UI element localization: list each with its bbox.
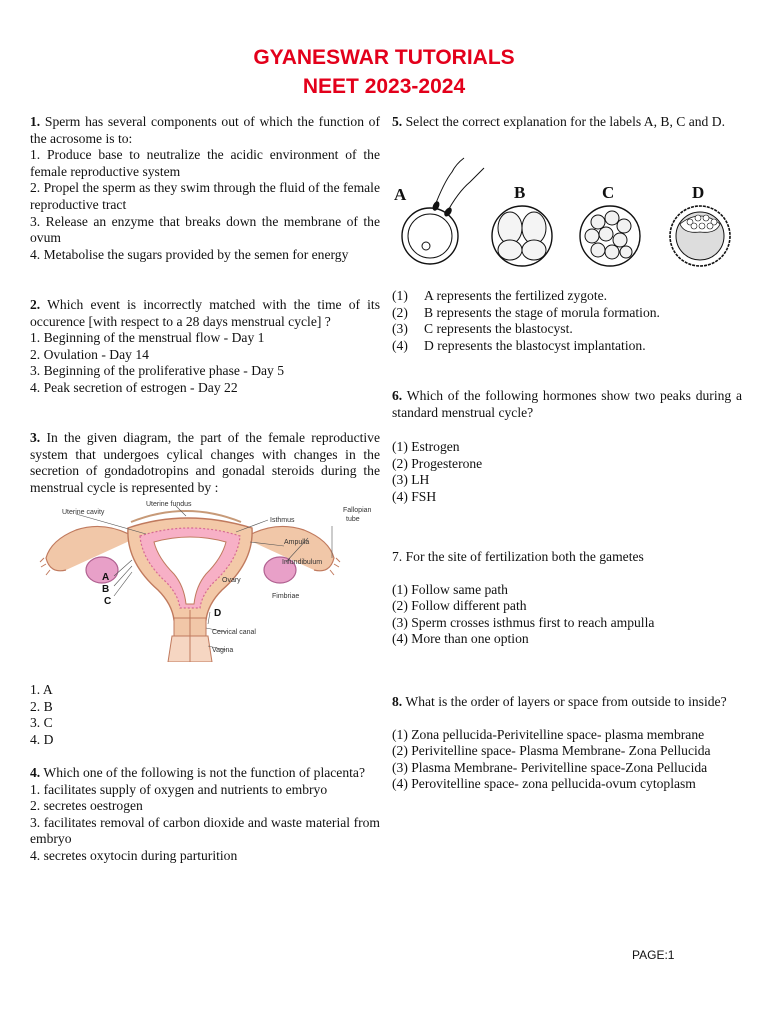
question-6-stem: 6. Which of the following hormones show two peaks during a standard menstrual cycle? xyxy=(392,388,743,420)
question-5-stem: 5. Select the correct explanation for the labels A, B, C and D. xyxy=(392,114,725,129)
question-5-option: (2) B represents the stage of morula formation. xyxy=(392,304,660,320)
vagina-label: Vagina xyxy=(212,647,234,654)
question-2-option: 1. Beginning of the menstrual flow - Day 1 xyxy=(30,330,265,346)
question-2-stem: 2. Which event is incorrectly matched with the time of its occurence [with respect to a 28 days menstrual cycle] ? xyxy=(30,297,380,329)
question-7-stem: 7. For the site of fertilization both the gametes xyxy=(392,549,644,564)
page-title: GYANESWAR TUTORIALS xyxy=(253,46,515,69)
question-4-option: 4. secretes oxytocin during parturition xyxy=(30,847,238,863)
question-1-option: 4. Metabolise the sugars provided by the semen for energy xyxy=(30,246,349,262)
question-1-option: 2. Propel the sperm as they swim through the fluid of the female reproductive tract xyxy=(30,180,380,212)
label-c: C xyxy=(104,596,112,607)
question-7-option: (4) More than one option xyxy=(392,631,529,647)
question-6-option: (2) Progesterone xyxy=(392,455,483,471)
question-2-option: 4. Peak secretion of estrogen - Day 22 xyxy=(30,379,238,395)
ovary-label: Ovary xyxy=(222,577,241,584)
uterine-fundus-label: Uterine fundus xyxy=(146,501,192,508)
stage-d-label: D xyxy=(692,183,705,202)
question-3-option: 1. A xyxy=(30,682,53,697)
question-5-option: (1) A represents the fertilized zygote. xyxy=(392,288,608,303)
stage-a-egg xyxy=(402,158,484,264)
question-8-option: (4) Perovitelline space- zona pellucida-ovum cytoplasm xyxy=(392,776,696,792)
stage-b-cleavage xyxy=(492,206,552,266)
fallopian-tube-label: tube xyxy=(346,516,360,523)
question-6-option: (3) LH xyxy=(392,472,430,488)
question-8-stem: 8. What is the order of layers or space from outside to inside? xyxy=(392,694,727,709)
stage-a-label: A xyxy=(394,185,407,204)
question-8-option: (2) Perivitelline space- Plasma Membrane- Zona Pellucida xyxy=(392,743,711,759)
question-4-stem: 4. Which one of the following is not the function of placenta? xyxy=(30,765,365,780)
question-3-stem: 3. In the given diagram, the part of the female reproductive system that undergoes cylical changes with changes in the secretion of gondadotropins and gonadal steroids during the menstrual cycle is represented by : xyxy=(30,430,381,495)
isthmus-label: Isthmus xyxy=(270,517,295,524)
question-1-option: 3. Release an enzyme that breaks down the membrane of the ovum xyxy=(30,213,380,246)
question-1-option: 1. Produce base to neutralize the acidic environment of the female reproductive system xyxy=(30,147,380,179)
question-3-option: 4. D xyxy=(30,731,54,747)
question-7-option: (1) Follow same path xyxy=(392,581,508,597)
cervical-canal-label: Cervical canal xyxy=(212,629,256,636)
label-d: D xyxy=(214,608,222,619)
question-2-option: 3. Beginning of the proliferative phase - Day 5 xyxy=(30,363,285,379)
label-b: B xyxy=(102,584,110,595)
question-3-option: 2. B xyxy=(30,698,53,714)
fallopian-label: Fallopian xyxy=(343,507,372,514)
question-7-option: (3) Sperm crosses isthmus first to reach ampulla xyxy=(392,614,655,630)
question-8 xyxy=(392,694,742,793)
question-3-options xyxy=(30,682,380,748)
question-8-option: (3) Plasma Membrane- Perivitelline space-Zona Pellucida xyxy=(392,759,708,775)
question-4 xyxy=(30,765,380,865)
fimbriae-label: Fimbriae xyxy=(272,593,300,600)
question-2 xyxy=(30,297,380,397)
label-a: A xyxy=(102,572,110,583)
question-6-option: (1) Estrogen xyxy=(392,439,460,455)
question-5-options xyxy=(392,288,742,354)
stage-c-morula xyxy=(580,206,640,266)
question-7-option: (2) Follow different path xyxy=(392,598,527,614)
question-5-option: (4) D represents the blastocyst implantation. xyxy=(392,337,646,353)
stage-c-label: C xyxy=(602,183,615,202)
question-4-option: 3. facilitates removal of carbon dioxide and waste material from embryo xyxy=(30,814,380,847)
embryo-stages-figure xyxy=(394,152,746,272)
question-3-option: 3. C xyxy=(30,715,53,731)
page-subtitle: NEET 2023-2024 xyxy=(302,75,466,98)
infundibulum-label: Infundibulum xyxy=(282,559,323,566)
question-7 xyxy=(392,549,742,648)
stage-d-blastocyst xyxy=(670,206,730,266)
question-1-stem: 1. Sperm has several components out of which the function of the acrosome is to: xyxy=(30,114,380,146)
question-3 xyxy=(30,430,380,496)
page-number: PAGE:1 xyxy=(632,948,675,962)
question-8-option: (1) Zona pellucida-Perivitelline space- plasma membrane xyxy=(392,726,705,742)
stage-b-label: B xyxy=(514,183,526,202)
question-2-option: 2. Ovulation - Day 14 xyxy=(30,346,149,362)
question-5-option: (3) C represents the blastocyst. xyxy=(392,321,573,337)
question-1 xyxy=(30,114,380,263)
question-5 xyxy=(392,114,742,131)
uterine-cavity-label: Uterine cavity xyxy=(62,509,105,516)
question-6-option: (4) FSH xyxy=(392,488,437,504)
question-4-option: 1. facilitates supply of oxygen and nutrients to embryo xyxy=(30,781,328,797)
question-4-option: 2. secretes oestrogen xyxy=(30,798,143,814)
ampulla-label: Ampulla xyxy=(284,539,310,546)
uterus-diagram xyxy=(36,500,386,662)
question-6 xyxy=(392,388,742,506)
